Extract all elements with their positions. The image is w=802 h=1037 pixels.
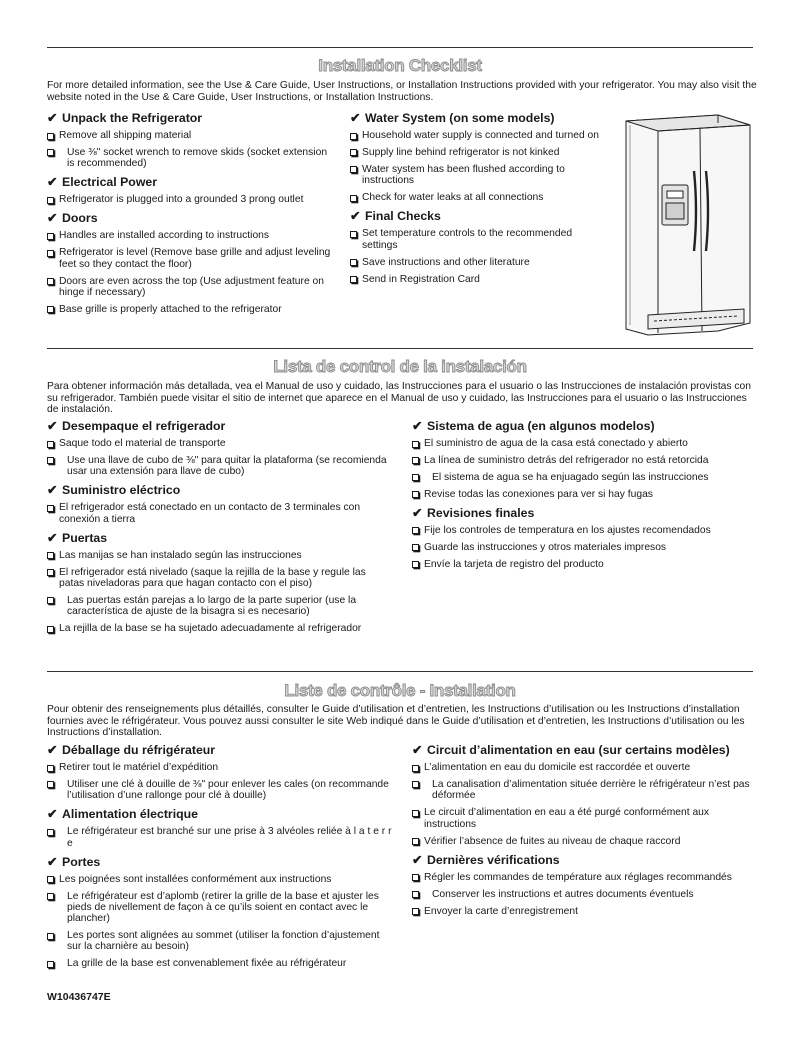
checkbox-icon — [350, 259, 357, 266]
checkmark-icon: ✔ — [47, 807, 58, 822]
checklist-item: El suministro de agua de la casa está conectado y abierto — [412, 438, 757, 449]
checklist-item: Utiliser une clé à douille de ⅜" pour enlever les cales (on recommande l’utilisation d’une rallonge pour clé à douille) — [47, 779, 392, 802]
checklist-item: Le circuit d’alimentation en eau a été purgé conformément aux instructions — [412, 807, 757, 830]
checklist-item: Guarde las instrucciones y otros materiales impresos — [412, 542, 757, 553]
checkmark-icon: ✔ — [47, 419, 58, 433]
checkbox-icon — [47, 933, 54, 940]
checkbox-icon — [412, 908, 419, 915]
checkmark-icon: ✔ — [412, 505, 423, 520]
intro-es: Para obtener información más detallada, vea el Manual de uso y cuidado, las Instrucciones para el usuario o las Instrucciones de instalación provistas con su refrigerador. También puede visitar el sitio de internet que aparece en el Manual de uso y cuidado, las Instrucciones para el usuario o las Instrucciones de instalación. — [47, 381, 752, 416]
checkbox-icon — [47, 133, 54, 140]
checkbox-icon — [412, 441, 419, 448]
checkmark-icon: ✔ — [47, 211, 58, 226]
checkmark-icon: ✔ — [47, 743, 58, 757]
checkbox-icon — [47, 197, 54, 204]
section-doors: ✔ Doors Handles are installed according to instructions Refrigerator is level (Remove base grille and adjust leveling feet so they contact the floor) Doors are even across the top (Use adjustment feature on hinge if necessary) Base grille is properly attached to the refrigerator — [47, 211, 331, 315]
checkbox-icon — [412, 561, 419, 568]
checkbox-icon — [47, 961, 54, 968]
checkmark-icon: ✔ — [350, 209, 361, 224]
checkbox-icon — [350, 149, 357, 156]
section-revisiones: ✔ Revisiones finales Fije los controles de temperatura en los ajustes recomendados Guarde las instrucciones y otros materiales impresos Envíe la tarjeta de registro del producto — [412, 506, 757, 570]
checklist-item: Conserver les instructions et autres documents éventuels — [412, 889, 757, 900]
checklist-item: La rejilla de la base se ha sujetado adecuadamente al refrigerador — [47, 623, 392, 634]
checklist-en-left — [47, 111, 332, 321]
checkbox-icon — [412, 874, 419, 881]
checklist-item: Envoyer la carte d’enregistrement — [412, 906, 757, 917]
section-deballage: ✔ Déballage du réfrigérateur Retirer tout le matériel d’expédition Utiliser une clé à douille de ⅜" pour enlever les cales (on recommande l’utilisation d’une rallonge pour clé à douille) — [47, 743, 392, 802]
checklist-item: Base grille is properly attached to the refrigerator — [47, 304, 332, 315]
checkmark-icon: ✔ — [47, 111, 58, 125]
document-number: W10436747E — [47, 991, 111, 1003]
checklist-item: La grille de la base est convenablement fixée au réfrigérateur — [47, 958, 392, 969]
checklist-item: Doors are even across the top (Use adjustment feature on hinge if necessary) — [47, 276, 332, 299]
section-alimentation: ✔ Alimentation électrique Le réfrigérateur est branché sur une prise à 3 alvéoles reliée à l a t e r r e — [47, 807, 392, 849]
checklist-item: Régler les commandes de température aux réglages recommandés — [412, 872, 757, 883]
checklist-item: Refrigerator is level (Remove base grille and adjust leveling feet so they contact the floor) — [47, 247, 332, 270]
checkmark-icon: ✔ — [47, 854, 58, 869]
checklist-item: El sistema de agua se ha enjuagado según las instrucciones — [412, 472, 757, 483]
checklist-item: Le réfrigérateur est d’aplomb (retirer la grille de la base et ajuster les pieds de nivellement de façon à ce qu’ils soient en contact avec le plancher) — [47, 891, 392, 925]
checklist-item: El refrigerador está nivelado (saque la rejilla de la base y regule las patas niveladoras para que hagan contacto con el piso) — [47, 567, 392, 590]
checklist-item: Set temperature controls to the recommended settings — [350, 228, 605, 251]
checkbox-icon — [412, 474, 419, 481]
checkbox-icon — [47, 876, 54, 883]
checklist-item: Use ⅜" socket wrench to remove skids (socket extension is recommended) — [47, 147, 332, 170]
checklist-item: Saque todo el material de transporte — [47, 438, 392, 449]
checklist-item: Remove all shipping material — [47, 130, 332, 141]
section-water: ✔ Water System (on some models) Household water supply is connected and turned on Supply line behind refrigerator is not kinked Water system has been flushed according to instructions Check for water leaks at all connections — [350, 111, 605, 204]
checkbox-icon — [47, 149, 54, 156]
checkmark-icon: ✔ — [47, 483, 58, 498]
top-rule — [47, 47, 753, 48]
checklist-item: Vérifier l’absence de fuites au niveau de chaque raccord — [412, 836, 757, 847]
checkbox-icon — [412, 891, 419, 898]
checkbox-icon — [47, 233, 54, 240]
checkbox-icon — [412, 544, 419, 551]
checkbox-icon — [412, 491, 419, 498]
checkmark-icon: ✔ — [412, 852, 423, 867]
checklist-item: Las puertas están parejas a lo largo de la parte superior (use la característica de ajuste de la bisagra si es necesario) — [47, 595, 392, 618]
checklist-item: Retirer tout le matériel d’expédition — [47, 762, 392, 773]
checkbox-icon — [350, 195, 357, 202]
intro-en: For more detailed information, see the Use & Care Guide, User Instructions, or Installation Instructions provided with your refrigerator. You may also visit the website noted in the Use & Care Guide, User Instructions, or Installation Instructions. — [47, 80, 757, 103]
checkbox-icon — [47, 597, 54, 604]
checkmark-icon: ✔ — [350, 111, 361, 125]
checkbox-icon — [47, 829, 54, 836]
checklist-es-left — [47, 419, 392, 640]
checkbox-icon — [350, 231, 357, 238]
section-suministro: ✔ Suministro eléctrico El refrigerador está conectado en un contacto de 3 terminales con conexión a tierra — [47, 483, 392, 525]
section-desempaque: ✔ Desempaque el refrigerador Saque todo el material de transporte Use una llave de cubo de ⅜" para quitar la plataforma (se recomienda usar una extensión para llave de cubo) — [47, 419, 392, 478]
checklist-item: Check for water leaks at all connections — [350, 192, 605, 203]
title-fr: Liste de contrôle - Installation — [284, 681, 516, 700]
section-portes: ✔ Portes Les poignées sont installées conformément aux instructions Le réfrigérateur est d’aplomb (retirer la grille de la base et ajuster les pieds de nivellement de façon à ce qu’ils soient en contact avec le plancher) Les portes sont alignées au sommet (utiliser la fonction d’ajustement sur la charnière au besoin) La grille de la base est convenablement fixée au réfrigérateur — [47, 855, 392, 970]
checkbox-icon — [47, 306, 54, 313]
section-dernieres-verifications: ✔ Dernières vérifications Régler les commandes de température aux réglages recommandés Conserver les instructions et autres documents éventuels Envoyer la carte d’enregistrement — [412, 853, 757, 917]
refrigerator-illustration — [618, 111, 758, 336]
section-unpack: ✔ Unpack the Refrigerator Remove all shipping material Use ⅜" socket wrench to remove skids (socket extension is recommended) — [47, 111, 332, 170]
section-puertas: ✔ Puertas Las manijas se han instalado según las instrucciones El refrigerador está nivelado (saque la rejilla de la base y regule las patas niveladoras para que hagan contacto con el piso) Las puertas están parejas a lo largo de la parte superior (use la característica de ajuste de la bisagra si es necesario) La rejilla de la base se ha sujetado adecuadamente al refrigerador — [47, 531, 392, 635]
checklist-item: Refrigerator is plugged into a grounded 3 prong outlet — [47, 194, 332, 205]
checkbox-icon — [47, 250, 54, 257]
checklist-item: Send in Registration Card — [350, 274, 605, 285]
title-en: Installation Checklist — [318, 56, 482, 75]
checklist-item: Save instructions and other literature — [350, 257, 605, 268]
checklist-item: Le réfrigérateur est branché sur une prise à 3 alvéoles reliée à l a t e r r e — [47, 826, 392, 849]
checkbox-icon — [412, 781, 419, 788]
checkbox-icon — [47, 552, 54, 559]
section-circuit-eau: ✔ Circuit d’alimentation en eau (sur certains modèles) L’alimentation en eau du domicile est raccordée et ouverte La canalisation d’alimentation située derrière le réfrigérateur n’est pas déformée Le circuit d’alimentation en eau a été purgé conformément aux instructions Vérifier l’absence de fuites au niveau de chaque raccord — [412, 743, 757, 847]
section-electrical: ✔ Electrical Power Refrigerator is plugged into a grounded 3 prong outlet — [47, 175, 332, 205]
rule-es — [47, 348, 753, 349]
checkbox-icon — [412, 457, 419, 464]
checklist-en-right — [350, 111, 605, 290]
checklist-item: Revise todas las conexiones para ver si hay fugas — [412, 489, 757, 500]
title-es: Lista de control de la instalación — [273, 357, 527, 376]
checkbox-icon — [350, 276, 357, 283]
checklist-item: Las manijas se han instalado según las instrucciones — [47, 550, 392, 561]
checklist-item: La canalisation d’alimentation située derrière le réfrigérateur n’est pas déformée — [412, 779, 757, 802]
checkbox-icon — [412, 765, 419, 772]
checkmark-icon: ✔ — [47, 175, 58, 190]
checklist-item: Water system has been flushed according to instructions — [350, 164, 605, 187]
section-final-checks: ✔ Final Checks Set temperature controls to the recommended settings Save instructions and other literature Send in Registration Card — [350, 209, 605, 285]
checklist-item: Les poignées sont installées conformément aux instructions — [47, 874, 392, 885]
checkbox-icon — [47, 457, 54, 464]
checklist-item: L’alimentation en eau du domicile est raccordée et ouverte — [412, 762, 757, 773]
checklist-item: Use una llave de cubo de ⅜" para quitar la plataforma (se recomienda usar una extensión para llave de cubo) — [47, 455, 392, 478]
checkbox-icon — [47, 765, 54, 772]
section-sistema-agua: ✔ Sistema de agua (en algunos modelos) El suministro de agua de la casa está conectado y abierto La línea de suministro detrás del refrigerador no está retorcida El sistema de agua se ha enjuagado según las instrucciones Revise todas las conexiones para ver si hay fugas — [412, 419, 757, 500]
checkbox-icon — [47, 505, 54, 512]
checklist-item: La línea de suministro detrás del refrigerador no está retorcida — [412, 455, 757, 466]
checklist-es-right — [412, 419, 757, 576]
checkbox-icon — [350, 166, 357, 173]
checkmark-icon: ✔ — [412, 743, 423, 757]
checklist-item: Envíe la tarjeta de registro del producto — [412, 559, 757, 570]
checklist-item: Supply line behind refrigerator is not kinked — [350, 147, 605, 158]
checkbox-icon — [47, 781, 54, 788]
checklist-item: Fije los controles de temperatura en los ajustes recomendados — [412, 525, 757, 536]
rule-fr — [47, 671, 753, 672]
checkbox-icon — [47, 893, 54, 900]
checklist-fr-left — [47, 743, 392, 975]
checkbox-icon — [412, 838, 419, 845]
checklist-item: Les portes sont alignées au sommet (utiliser la fonction d’ajustement sur la charnière au besoin) — [47, 930, 392, 953]
checkbox-icon — [47, 569, 54, 576]
checklist-item: Handles are installed according to instructions — [47, 230, 332, 241]
intro-fr: Pour obtenir des renseignements plus détaillés, consulter le Guide d’utilisation et d’entretien, les Instructions d’utilisation ou les Instructions d’installation fournies avec le réfrigérateur. Vous pouvez aussi consulter le site Web indiqué dans le Guide d’utilisation et d’entretien, les Instructions d’utilisation ou les Instructions d’installation. — [47, 704, 745, 739]
checkbox-icon — [412, 810, 419, 817]
checkmark-icon: ✔ — [412, 419, 423, 433]
checklist-fr-right — [412, 743, 757, 922]
checkbox-icon — [47, 441, 54, 448]
checklist-item: El refrigerador está conectado en un contacto de 3 terminales con conexión a tierra — [47, 502, 392, 525]
checkbox-icon — [412, 527, 419, 534]
checkbox-icon — [350, 133, 357, 140]
checkbox-icon — [47, 278, 54, 285]
checklist-item: Household water supply is connected and turned on — [350, 130, 605, 141]
checkbox-icon — [47, 626, 54, 633]
checkmark-icon: ✔ — [47, 530, 58, 545]
